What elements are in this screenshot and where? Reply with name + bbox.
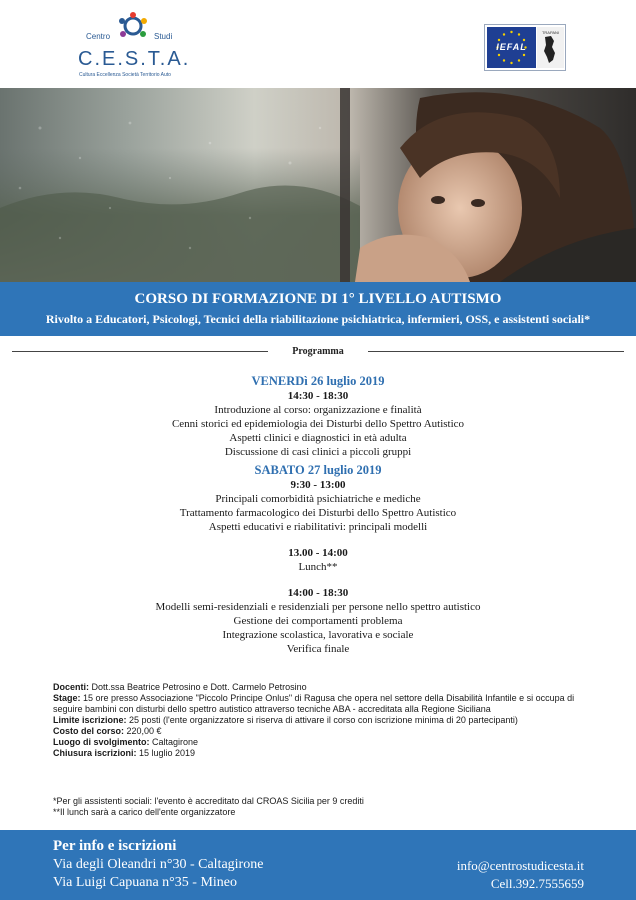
sicily-map-icon <box>537 27 564 68</box>
day2-item: Verifica finale <box>286 643 350 655</box>
course-audience: Rivolto a Educatori, Psicologi, Tecnici della riabilitazione psichiatrica, infermieri, OSS, e assistenti sociali* <box>45 312 591 326</box>
logo-name: C.E.S.T.A. <box>78 48 191 70</box>
course-title-banner <box>0 282 636 336</box>
contact-title: Per info e iscrizioni <box>53 838 177 854</box>
footnote-social-workers: *Per gli assistenti sociali: l'evento è accreditato dal CROAS Sicilia per 9 crediti <box>53 796 364 806</box>
day2-item: Principali comorbidità psichiatriche e mediche <box>215 493 421 505</box>
day1-item: Introduzione al corso: organizzazione e finalità <box>214 404 422 416</box>
limit-label: Limite iscrizione: <box>53 715 127 725</box>
program-label: Programma <box>292 346 344 357</box>
day2-item: Integrazione scolastica, lavorativa e sociale <box>222 629 414 641</box>
program-schedule <box>0 374 636 656</box>
day2-date: SABATO 27 luglio 2019 <box>254 463 382 477</box>
venue-value: Caltagirone <box>149 737 199 747</box>
teachers-value: Dott.ssa Beatrice Petrosino e Dott. Carmelo Petrosino <box>89 682 307 692</box>
logo-centro-text: Centro <box>86 32 111 41</box>
day2-item: Modelli semi-residenziali e residenziali per persone nello spettro autistico <box>155 601 481 613</box>
day2-time-afternoon: 14:00 - 18:30 <box>287 587 349 599</box>
logo-ring-icon <box>113 12 153 48</box>
cesta-logo <box>76 12 196 78</box>
divider-right <box>368 351 624 352</box>
address-mineo: Via Luigi Capuana n°35 - Mineo <box>53 875 237 890</box>
badge-left-text: IEFAL <box>496 42 527 52</box>
day1-item: Aspetti clinici e diagnostici in età adulta <box>229 432 407 444</box>
day1-date: VENERDì 26 luglio 2019 <box>251 374 385 388</box>
day1-time: 14:30 - 18:30 <box>287 390 349 402</box>
stage-row <box>53 693 593 715</box>
logo-tagline: Cultura Eccellenza Società Territorio Auto <box>79 72 171 78</box>
footnotes <box>53 796 593 818</box>
limit-value: 25 posti (l'ente organizzatore si riserva di attivare il corso con iscrizione minima di 20 partecipanti) <box>126 715 518 725</box>
day2-item: Aspetti educativi e riabilitativi: principali modelli <box>208 521 428 533</box>
day1-item: Discussione di casi clinici a piccoli gruppi <box>224 446 412 458</box>
venue-row <box>53 737 593 748</box>
cost-label: Costo del corso: <box>53 726 125 736</box>
day2-time-morning: 9:30 - 13:00 <box>290 479 346 491</box>
stage-value: 15 ore presso Associazione "Piccolo Principe Onlus" di Ragusa che opera nel settore della Disabilità Infantile e si occupa di seguire bambini con disturbi dello spettro autistico attraverso tecniche ABA - accreditata alla Regione Siciliana <box>53 693 575 714</box>
day2-item: Trattamento farmacologico dei Disturbi dello Spettro Autistico <box>179 507 457 519</box>
day1-item: Cenni storici ed epidemiologia dei Disturbi dello Spettro Autistico <box>171 418 465 430</box>
contact-phone[interactable]: Cell.392.7555659 <box>490 876 584 891</box>
teachers-label: Docenti: <box>53 682 89 692</box>
limit-row <box>53 715 593 726</box>
header <box>0 0 636 88</box>
contact-footer <box>0 830 636 900</box>
badge-right-text: TRAPANI <box>541 30 560 35</box>
footnote-lunch: **Il lunch sarà a carico dell'ente organizzatore <box>53 807 236 817</box>
hero-photo <box>0 88 636 282</box>
cost-value: 220,00 € <box>124 726 162 736</box>
stage-label: Stage: <box>53 693 81 703</box>
course-details <box>53 682 593 759</box>
venue-label: Luogo di svolgimento: <box>53 737 150 747</box>
deadline-row <box>53 748 593 759</box>
deadline-value: 15 luglio 2019 <box>136 748 196 758</box>
day2-time-lunch: 13.00 - 14:00 <box>288 547 348 559</box>
accreditation-badge <box>484 24 566 71</box>
divider-left <box>12 351 268 352</box>
contact-email[interactable]: info@centrostudicesta.it <box>456 858 584 873</box>
child-at-window-image <box>0 88 636 282</box>
teachers-row <box>53 682 593 693</box>
day2-item: Gestione dei comportamenti problema <box>233 615 403 627</box>
course-title: CORSO DI FORMAZIONE DI 1° LIVELLO AUTISMO <box>134 291 502 307</box>
deadline-label: Chiusura iscrizioni: <box>53 748 137 758</box>
logo-studi-text: Studi <box>154 32 173 41</box>
cost-row <box>53 726 593 737</box>
lunch-item: Lunch** <box>298 561 338 573</box>
eu-stars-icon <box>487 27 536 68</box>
address-caltagirone: Via degli Oleandri n°30 - Caltagirone <box>53 857 264 872</box>
